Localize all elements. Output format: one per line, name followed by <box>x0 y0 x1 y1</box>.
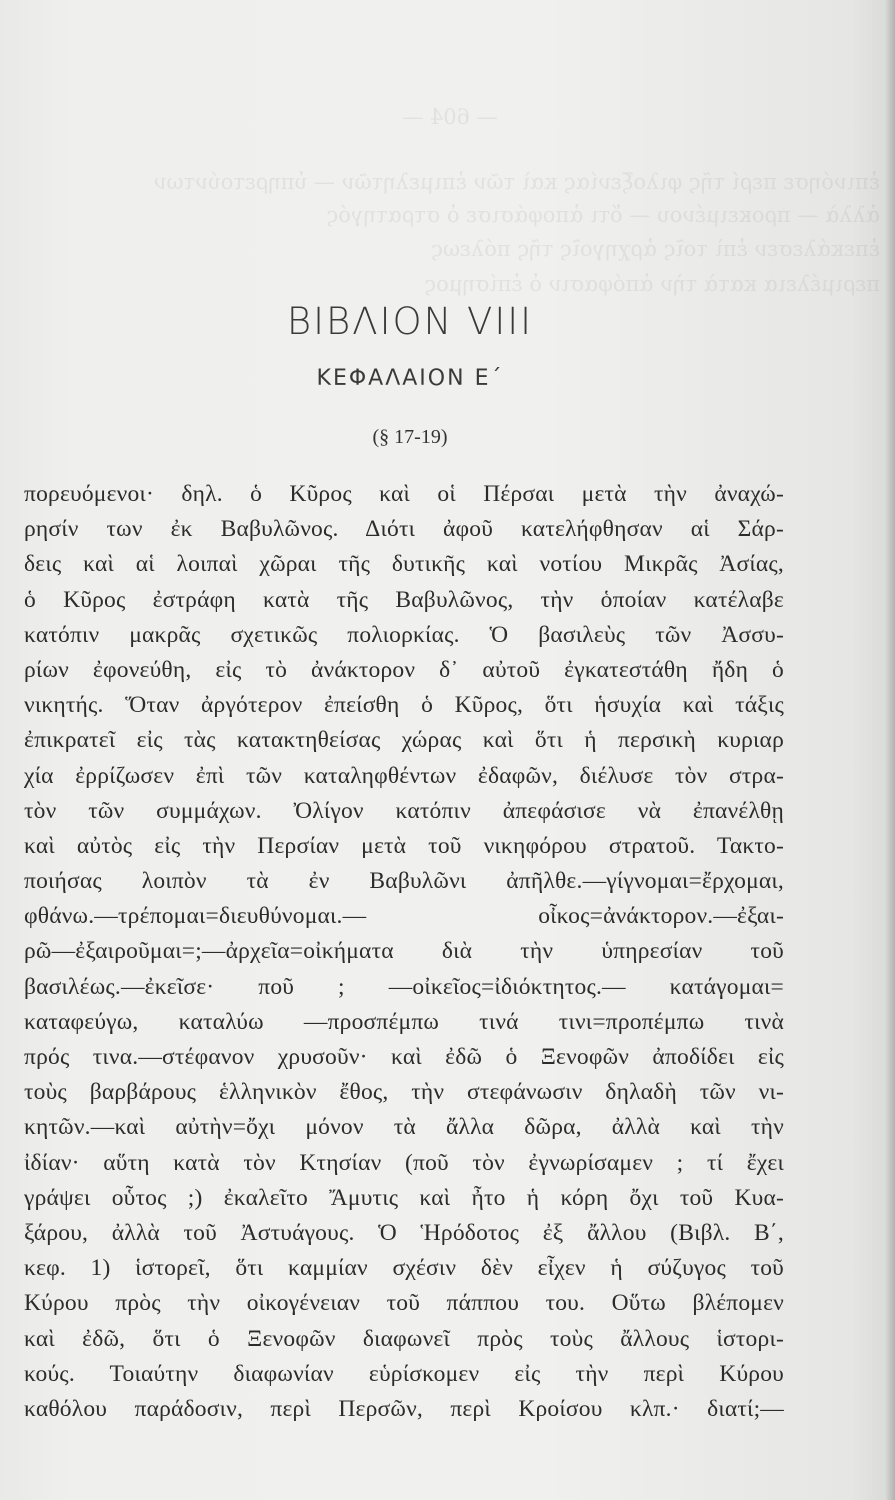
text-line: καὶ αὐτὸς εἰς τὴν Περσίαν μετὰ τοῦ νικηφόρου στρατοῦ. Τακτο- <box>24 832 784 859</box>
bleed-through-line: ἐπεκάλεσεν ἐπὶ τοῖς ἀρχηγοῖς τῆς πόλεως <box>431 237 880 261</box>
bleed-through-text <box>0 0 895 320</box>
text-line: ρησίν των ἐκ Βαβυλῶνος. Διότι ἀφοῦ κατελήφθησαν αἱ Σάρ- <box>24 516 784 543</box>
chapter-title: ΚΕΦΑΛΑΙΟΝ Ε΄ <box>316 366 504 391</box>
text-line: τὸν τῶν συμμάχων. Ὀλίγον κατόπιν ἀπεφάσισε νὰ ἐπανέλθῃ <box>24 797 784 824</box>
text-line: ποιήσας λοιπὸν τὰ ἐν Βαβυλῶνι ἀπῆλθε.—γίγνομαι=ἔρχομαι, <box>24 868 784 895</box>
text-line: ρῶ—ἐξαιροῦμαι=;—ἀρχεῖα=οἰκήματα διὰ τὴν ὑπηρεσίαν τοῦ <box>24 938 784 965</box>
text-line: πορευόμενοι· δηλ. ὁ Κῦρος καὶ οἱ Πέρσαι μετὰ τὴν ἀναχώ- <box>24 481 784 507</box>
text-line: ἰδίαν· αὕτη κατὰ τὸν Κτησίαν (ποῦ τὸν ἐγνωρίσαμεν ; τί ἔχει <box>24 1149 784 1176</box>
text-line: καταφεύγω, καταλύω —προσπέμπω τινά τινι=προπέμπω τινὰ <box>24 1008 784 1035</box>
bleed-through-line: περιμέλεια κατὰ τὴν ἀπόφασιν ὁ ἐπίσημος <box>424 272 880 296</box>
text-line: δεις καὶ αἱ λοιπαὶ χῶραι τῆς δυτικῆς καὶ νοτίου Μικρᾶς Ἀσίας, <box>24 551 784 578</box>
text-line: καὶ ἐδῶ, ὅτι ὁ Ξενοφῶν διαφωνεῖ πρὸς τοὺς ἄλλους ἱστορι- <box>24 1325 784 1352</box>
text-line: κούς. Τοιαύτην διαφωνίαν εὑρίσκομεν εἰς τὴν περὶ Κύρου <box>24 1360 784 1387</box>
bleed-through-line: ἐπινόησε περί τῆς φιλοξενίας καὶ τῶν ἐπιμελητῶν — ὑπηρετούντων <box>153 170 880 194</box>
text-line: νικητής. Ὅταν ἀργότερον ἐπείσθη ὁ Κῦρος, ὅτι ἡσυχία καὶ τάξις <box>24 692 784 719</box>
text-line: κεφ. 1) ἱστορεῖ, ὅτι καμμίαν σχέσιν δὲν εἶχεν ἡ σύζυγος τοῦ <box>24 1255 784 1282</box>
text-line: πρός τινα.—στέφανον χρυσοῦν· καὶ ἐδῶ ὁ Ξενοφῶν ἀποδίδει εἰς <box>24 1044 784 1070</box>
text-line: καθόλου παράδοσιν, περὶ Περσῶν, περὶ Κροίσου κλπ.· διατί;— <box>24 1395 784 1422</box>
text-line: ὁ Κῦρος ἐστράφη κατὰ τῆς Βαβυλῶνος, τὴν ὁποίαν κατέλαβε <box>24 586 784 613</box>
text-line: ρίων ἐφονεύθη, εἰς τὸ ἀνάκτορον δ᾽ αὐτοῦ ἐγκατεστάθη ἤδη ὁ <box>24 656 784 683</box>
page-edge-shadow <box>885 0 895 1500</box>
section-reference: (§ 17-19) <box>372 426 448 448</box>
book-title: ΒΙΒΛΙΟΝ VIII <box>286 300 534 343</box>
text-line: κατόπιν μακρᾶς σχετικῶς πολιορκίας. Ὁ βασιλεὺς τῶν Ἀσσυ- <box>24 621 784 648</box>
commentary-body <box>24 477 784 1427</box>
bleed-through-line: — 604 — <box>402 105 498 129</box>
text-line: ἐπικρατεῖ εἰς τὰς κατακτηθείσας χώρας καὶ ὅτι ἡ περσικὴ κυριαρ <box>24 727 784 754</box>
text-line: κητῶν.—καὶ αὐτὴν=ὄχι μόνον τὰ ἄλλα δῶρα, ἀλλὰ καὶ τὴν <box>24 1114 784 1141</box>
text-line: γράψει οὗτος ;) ἐκαλεῖτο Ἄμυτις καὶ ἦτο ἡ κόρη ὄχι τοῦ Κυα- <box>24 1184 784 1211</box>
bleed-through-line: ἀλλὰ — προκειμένου — ὅτι ἀποφάσισε ὁ στρατηγός <box>326 203 880 227</box>
text-line: ξάρου, ἀλλὰ τοῦ Ἀστυάγους. Ὁ Ἡρόδοτος ἐξ ἄλλου (Βιβλ. Β΄, <box>24 1219 784 1246</box>
text-line: Κύρου πρὸς τὴν οἰκογένειαν τοῦ πάππου του. Οὕτω βλέπομεν <box>24 1290 784 1317</box>
text-line: χία ἐρρίζωσεν ἐπὶ τῶν καταληφθέντων ἐδαφῶν, διέλυσε τὸν στρα- <box>24 762 784 789</box>
text-line: βασιλέως.—ἐκεῖσε· ποῦ ; —οἰκεῖος=ἰδιόκτητος.— κατάγομαι= <box>24 973 784 1000</box>
text-line: τοὺς βαρβάρους ἑλληνικὸν ἔθος, τὴν στεφάνωσιν δηλαδὴ τῶν νι- <box>24 1079 784 1106</box>
text-line: φθάνω.—τρέπομαι=διευθύνομαι.— οἶκος=ἀνάκτορον.—ἐξαι- <box>24 903 784 930</box>
